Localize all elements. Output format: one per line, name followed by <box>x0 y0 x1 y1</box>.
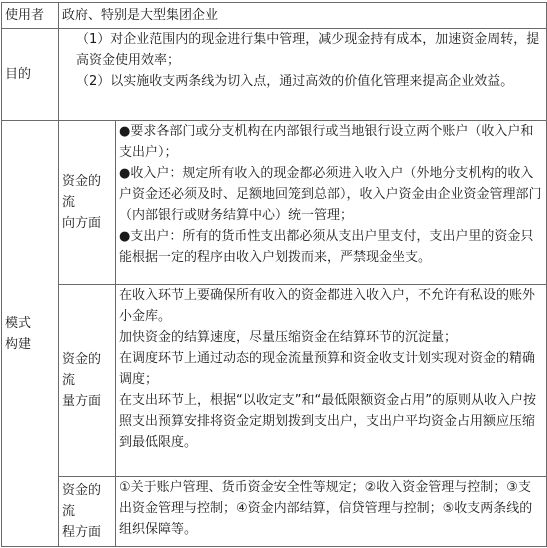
purpose-item-1: （1）对企业范围内的现金进行集中管理，减少现金持有成本，加速资金周转，提高资金使用效率； <box>76 32 540 68</box>
flow-amount-item-2: 加快资金的结算速度，尽量压缩资金在结算环节的沉淀量； <box>119 330 458 345</box>
table-row-flow-direction <box>2 121 547 285</box>
label-flow-amount-line2: 量方面 <box>62 394 102 409</box>
flow-amount-item-4: 在支出环节上，根据“以收定支”和“最低限额资金占用”的原则从收入户按照支出预算安排将资金定期划拨到支出户，支出户平均资金占用额应压缩到最低限度。 <box>119 393 536 450</box>
flow-direction-item-2: ●收入户：规定所有收入的现金都必须进入收入户（外地分支机构的收入户资金还必须及时、足额地回笼到总部），收入户资金由企业资金管理部门（内部银行或财务结算中心）统一管理； <box>119 166 542 223</box>
flow-direction-item-1: ●要求各部门或分支机构在内部银行或当地银行设立两个账户（收入户和支出户）； <box>119 124 534 160</box>
label-flow-direction-line2: 向方面 <box>62 216 102 231</box>
label-model-line1: 模式 <box>5 315 32 331</box>
value-flow-amount <box>116 285 547 477</box>
value-flow-direction <box>116 121 547 285</box>
label-model <box>2 121 59 547</box>
value-flow-process: ①关于账户管理、货币资金安全性等规定；②收入资金管理与控制；③支出资金管理与控制；④资金内部结算，信贷管理与控制；⑤收支两条线的组织保障等。 <box>116 477 547 547</box>
label-flow-process <box>59 477 116 547</box>
label-flow-amount <box>59 285 116 477</box>
table-row-flow-process <box>2 477 547 547</box>
policy-table <box>1 2 547 547</box>
flow-amount-item-1: 在收入环节上要确保所有收入的资金都进入收入户，不允许有私设的账外小金库。 <box>119 288 536 324</box>
label-flow-process-line1: 资金的流 <box>62 483 102 519</box>
label-user: 使用者 <box>2 3 59 29</box>
value-purpose <box>59 29 547 121</box>
value-user: 政府、特别是大型集团企业 <box>59 3 547 29</box>
table-row-user <box>2 3 547 29</box>
purpose-item-2: （2）以实施收支两条线为切入点，通过高效的价值化管理来提高企业效益。 <box>76 74 514 89</box>
label-flow-process-line2: 程方面 <box>62 525 102 540</box>
label-flow-direction <box>59 121 116 285</box>
flow-amount-item-3: 在调度环节上通过动态的现金流量预算和资金收支计划实现对资金的精确调度； <box>119 351 536 387</box>
table-row-flow-amount <box>2 285 547 477</box>
label-flow-amount-line1: 资金的流 <box>62 352 102 388</box>
label-purpose: 目的 <box>2 29 59 121</box>
label-flow-direction-line1: 资金的流 <box>62 174 102 210</box>
table-row-purpose <box>2 29 547 121</box>
label-model-line2: 构建 <box>5 336 32 352</box>
flow-direction-item-3: ●支出户：所有的货币性支出都必须从支出户里支付，支出户里的资金只能根据一定的程序由收入户划拨而来，严禁现金坐支。 <box>119 229 534 265</box>
